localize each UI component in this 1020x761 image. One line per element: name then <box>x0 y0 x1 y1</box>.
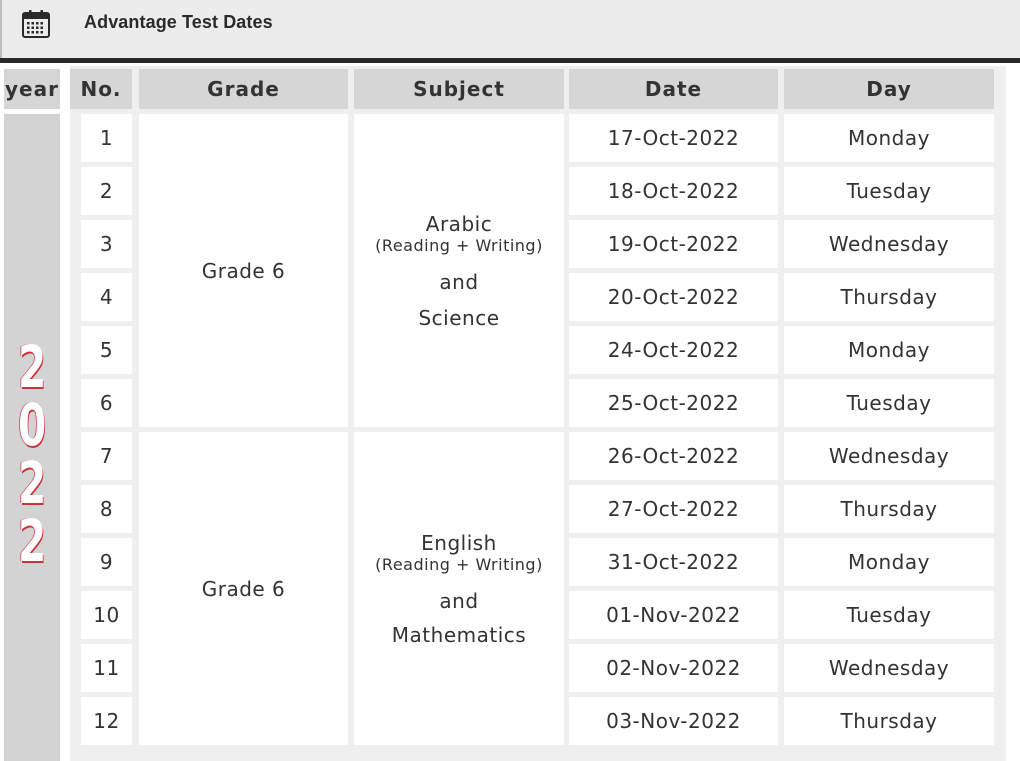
subject-detail: (Reading + Writing) <box>375 235 543 255</box>
row-number-cell: 3 <box>81 220 132 268</box>
day-cell: Wednesday <box>784 644 994 692</box>
date-cell: 31-Oct-2022 <box>569 538 778 586</box>
year-digit: 2 <box>17 449 47 517</box>
grade-cell: Grade 6 <box>139 432 348 745</box>
day-cell: Thursday <box>784 273 994 321</box>
subject-secondary: Science <box>418 305 500 330</box>
day-cell: Thursday <box>784 697 994 745</box>
day-cell: Monday <box>784 326 994 374</box>
column-header-grade: Grade <box>139 69 348 109</box>
year-digit: 0 <box>17 391 47 459</box>
date-cell: 18-Oct-2022 <box>569 167 778 215</box>
page-header <box>0 0 1020 59</box>
subject-cell <box>354 432 564 745</box>
column-header-day: Day <box>784 69 994 109</box>
day-cell: Monday <box>784 114 994 162</box>
day-cell: Monday <box>784 538 994 586</box>
day-cell: Wednesday <box>784 432 994 480</box>
row-number-cell: 8 <box>81 485 132 533</box>
column-header-year: year <box>4 69 60 109</box>
row-number-cell: 12 <box>81 697 132 745</box>
day-cell: Wednesday <box>784 220 994 268</box>
day-cell: Tuesday <box>784 379 994 427</box>
date-cell: 27-Oct-2022 <box>569 485 778 533</box>
grade-cell: Grade 6 <box>139 114 348 427</box>
subject-primary: Arabic <box>425 211 493 236</box>
row-number-cell: 6 <box>81 379 132 427</box>
year-digit: 2 <box>17 507 47 575</box>
subject-connector: and <box>439 588 479 613</box>
row-number-cell: 5 <box>81 326 132 374</box>
subject-primary: English <box>421 530 497 555</box>
row-number-cell: 4 <box>81 273 132 321</box>
date-cell: 02-Nov-2022 <box>569 644 778 692</box>
page-title: Advantage Test Dates <box>84 12 273 32</box>
date-cell: 25-Oct-2022 <box>569 379 778 427</box>
date-cell: 03-Nov-2022 <box>569 697 778 745</box>
subject-connector: and <box>439 269 479 294</box>
row-number-cell: 1 <box>81 114 132 162</box>
day-cell: Thursday <box>784 485 994 533</box>
calendar-icon <box>21 9 51 39</box>
day-cell: Tuesday <box>784 167 994 215</box>
date-cell: 26-Oct-2022 <box>569 432 778 480</box>
year-label <box>4 333 60 575</box>
date-cell: 19-Oct-2022 <box>569 220 778 268</box>
row-number-cell: 11 <box>81 644 132 692</box>
date-cell: 20-Oct-2022 <box>569 273 778 321</box>
year-digit: 2 <box>17 333 47 401</box>
header-rule <box>0 58 1020 63</box>
row-number-cell: 7 <box>81 432 132 480</box>
subject-cell <box>354 114 564 427</box>
date-cell: 24-Oct-2022 <box>569 326 778 374</box>
column-header-date: Date <box>569 69 778 109</box>
row-number-cell: 2 <box>81 167 132 215</box>
subject-secondary: Mathematics <box>391 622 527 647</box>
row-number-cell: 9 <box>81 538 132 586</box>
subject-detail: (Reading + Writing) <box>375 554 543 574</box>
row-number-cell: 10 <box>81 591 132 639</box>
column-header-subject: Subject <box>354 69 564 109</box>
day-cell: Tuesday <box>784 591 994 639</box>
date-cell: 01-Nov-2022 <box>569 591 778 639</box>
date-cell: 17-Oct-2022 <box>569 114 778 162</box>
column-header-no: No. <box>70 69 132 109</box>
